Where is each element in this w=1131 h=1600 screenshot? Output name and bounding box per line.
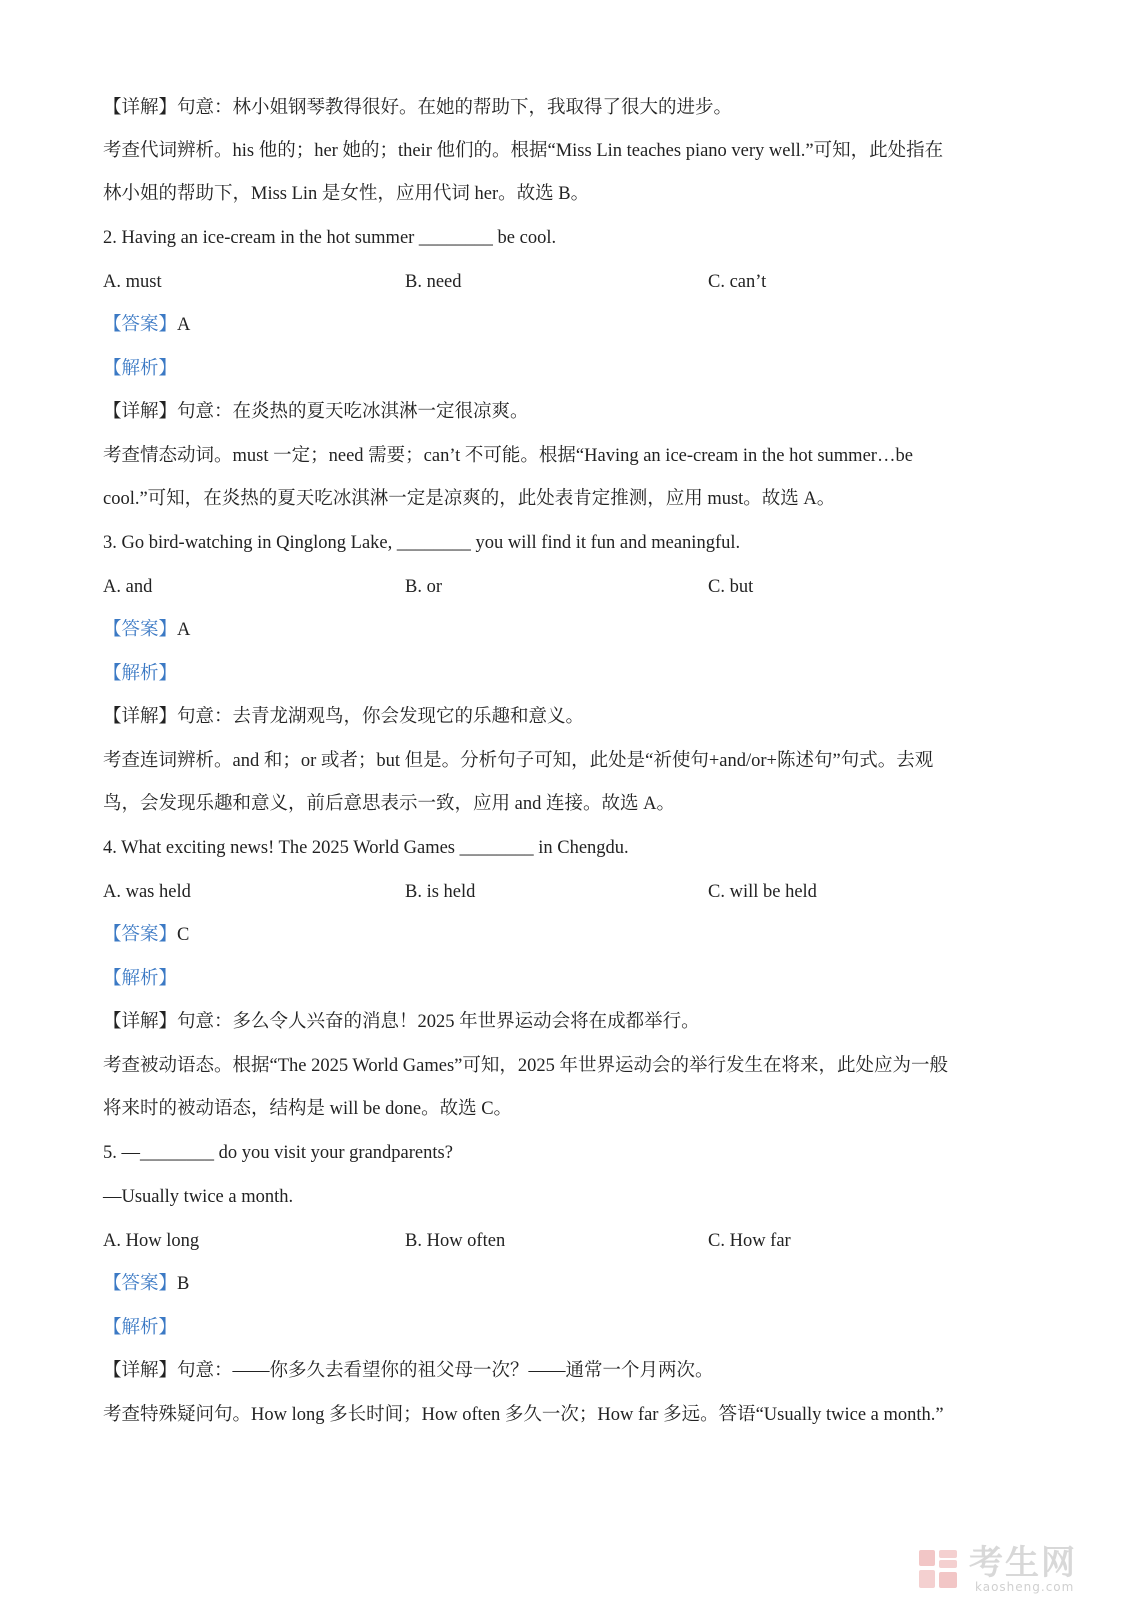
watermark-subtitle: kaosheng.com xyxy=(975,1580,1075,1594)
q4-option-c: C. will be held xyxy=(708,882,817,902)
q4-answer: C xyxy=(177,925,190,945)
q2-analysis-line-1: 考查情态动词。must 一定；need 需要；can’t 不可能。根据“Having an ice-cream in the hot summer…be xyxy=(103,446,913,466)
q1-detail: 【详解】句意：林小姐钢琴教得很好。在她的帮助下，我取得了很大的进步。 xyxy=(103,98,733,118)
answer-tag: 【答案】 xyxy=(103,925,178,945)
q5-option-a: A. How long xyxy=(103,1231,200,1251)
q1-analysis-line-2: 林小姐的帮助下，Miss Lin 是女性，应用代词 her。故选 B。 xyxy=(103,184,590,204)
q1-analysis-line-1: 考查代词辨析。his 他的；her 她的；their 他们的。根据“Miss Lin teaches piano very well.”可知，此处指在 xyxy=(103,141,944,161)
q5-answer: B xyxy=(177,1274,190,1294)
q5-option-c: C. How far xyxy=(708,1231,791,1251)
q3-answer: A xyxy=(177,620,191,640)
q2-question: 2. Having an ice-cream in the hot summer ________ be cool. xyxy=(103,228,557,248)
q3-option-c: C. but xyxy=(708,577,754,597)
kaosheng-watermark xyxy=(917,1543,1117,1594)
q3-analysis-line-1: 考查连词辨析。and 和；or 或者；but 但是。分析句子可知，此处是“祈使句+and/or+陈述句”句式。去观 xyxy=(103,751,934,771)
q5-jiexi-tag: 【解析】 xyxy=(103,1318,178,1338)
q3-detail: 【详解】句意：去青龙湖观鸟，你会发现它的乐趣和意义。 xyxy=(103,707,585,727)
q5-detail: 【详解】句意：——你多久去看望你的祖父母一次？——通常一个月两次。 xyxy=(103,1361,714,1381)
q3-option-b: B. or xyxy=(405,577,442,597)
q4-analysis-line-1: 考查被动语态。根据“The 2025 World Games”可知，2025 年世界运动会的举行发生在将来，此处应为一般 xyxy=(103,1056,949,1076)
q2-answer-row xyxy=(103,313,190,337)
kaosheng-logo-icon xyxy=(917,1548,961,1590)
q4-option-a: A. was held xyxy=(103,882,191,902)
q4-question: 4. What exciting news! The 2025 World Games ________ in Chengdu. xyxy=(103,838,629,858)
answer-tag: 【答案】 xyxy=(103,315,178,335)
watermark-title: 考生网 xyxy=(969,1543,1077,1583)
answer-tag: 【答案】 xyxy=(103,620,178,640)
q5-reply: —Usually twice a month. xyxy=(103,1187,294,1207)
q5-question: 5. —________ do you visit your grandparents? xyxy=(103,1143,453,1163)
q2-jiexi-tag: 【解析】 xyxy=(103,359,178,379)
q3-answer-row xyxy=(103,618,190,642)
q2-option-a: A. must xyxy=(103,272,162,292)
q4-option-b: B. is held xyxy=(405,882,476,902)
q3-option-a: A. and xyxy=(103,577,153,597)
q2-analysis-line-2: cool.”可知，在炎热的夏天吃冰淇淋一定是凉爽的，此处表肯定推测，应用 must。故选 A。 xyxy=(103,489,836,509)
q4-answer-row xyxy=(103,923,189,947)
q4-jiexi-tag: 【解析】 xyxy=(103,969,178,989)
answer-tag: 【答案】 xyxy=(103,1274,178,1294)
q3-analysis-line-2: 鸟，会发现乐趣和意义，前后意思表示一致，应用 and 连接。故选 A。 xyxy=(103,794,675,814)
q2-answer: A xyxy=(177,315,191,335)
q3-question: 3. Go bird-watching in Qinglong Lake, ________ you will find it fun and meaningful. xyxy=(103,533,741,553)
q4-analysis-line-2: 将来时的被动语态，结构是 will be done。故选 C。 xyxy=(103,1099,513,1119)
q5-option-b: B. How often xyxy=(405,1231,506,1251)
q2-detail: 【详解】句意：在炎热的夏天吃冰淇淋一定很凉爽。 xyxy=(103,402,529,422)
q2-option-c: C. can’t xyxy=(708,272,767,292)
q3-jiexi-tag: 【解析】 xyxy=(103,664,178,684)
q5-answer-row xyxy=(103,1272,189,1296)
q4-detail: 【详解】句意：多么令人兴奋的消息！2025 年世界运动会将在成都举行。 xyxy=(103,1012,700,1032)
q2-option-b: B. need xyxy=(405,272,462,292)
q5-analysis-line-1: 考查特殊疑问句。How long 多长时间；How often 多久一次；How far 多远。答语“Usually twice a month.” xyxy=(103,1405,944,1425)
